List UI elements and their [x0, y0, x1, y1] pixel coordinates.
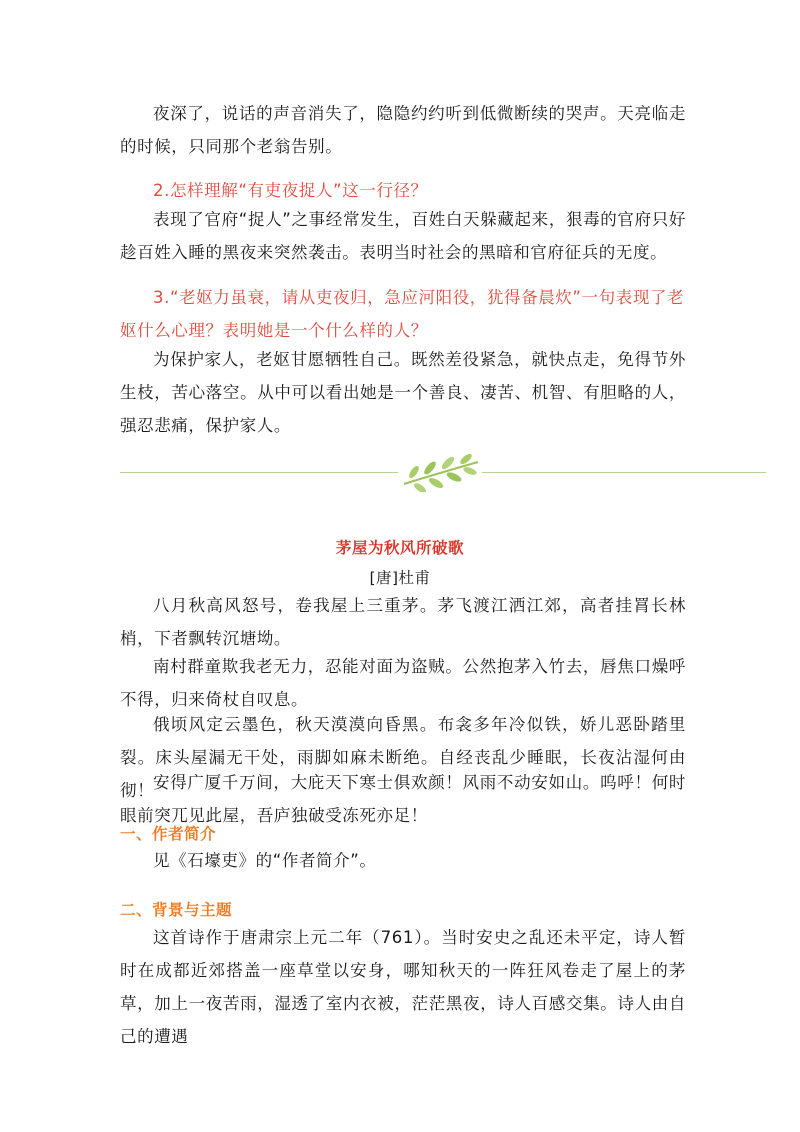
poem-author: [唐]杜甫 — [369, 569, 431, 587]
divider-line-left — [120, 472, 398, 473]
divider-line-right — [482, 472, 766, 473]
top-paragraph: 夜深了，说话的声音消失了，隐隐约约听到低微断续的哭声。天亮临走的时候，只同那个老翁告别。 — [120, 104, 686, 156]
question-3: 3.“老妪力虽衰，请从吏夜归，急应河阳役，犹得备晨炊”一句表现了老妪什么心理？表明她是一个什么样的人？ — [120, 288, 685, 340]
section-body-background: 这首诗作于唐肃宗上元二年（761）。当时安史之乱还未平定，诗人暂时在成都近郊搭盖一座草堂以安身，哪知秋天的一阵狂风卷走了屋上的茅草，加上一夜苦雨，湿透了室内衣被，茫茫黑夜，诗人百感交集。诗人由自己的遭遇 — [120, 928, 686, 1046]
poem-stanza-4: 安得广厦千万间，大庇天下寒士俱欢颜！风雨不动安如山。呜呼！何时眼前突兀见此屋，吾庐独破受冻死亦足！ — [120, 773, 686, 825]
leaf-branch-icon — [398, 450, 482, 492]
poem-stanza-1: 八月秋高风怒号，卷我屋上三重茅。茅飞渡江洒江郊，高者挂罥长林梢，下者飘转沉塘坳。 — [120, 596, 686, 648]
answer-2: 表现了官府“捉人”之事经常发生，百姓白天躲藏起来，狠毒的官府只好趁百姓入睡的黑夜来突然袭击。表明当时社会的黑暗和官府征兵的无度。 — [120, 210, 686, 262]
question-2: 2.怎样理解“有吏夜捉人”这一行径？ — [153, 181, 428, 200]
section-heading-author: 一、作者简介 — [120, 825, 217, 843]
poem-title: 茅屋为秋风所破歌 — [335, 539, 464, 557]
poem-stanza-2: 南村群童欺我老无力，忍能对面为盗贼。公然抱茅入竹去，唇焦口燥呼不得，归来倚杖自叹息。 — [120, 657, 686, 709]
answer-3: 为保护家人，老妪甘愿牺牲自己。既然差役紧急，就快点走，免得节外生枝，苦心落空。从中可以看出她是一个善良、凄苦、机智、有胆略的人，强忍悲痛，保护家人。 — [120, 350, 686, 435]
section-body-author: 见《石壕吏》的“作者简介”。 — [153, 851, 377, 870]
poem-stanza-3: 俄顷风定云墨色，秋天漠漠向昏黑。布衾多年冷似铁，娇儿恶卧踏里裂。床头屋漏无干处，雨脚如麻未断绝。自经丧乱少睡眠，长夜沾湿何由彻！ — [120, 715, 686, 800]
section-heading-background: 二、背景与主题 — [120, 901, 233, 919]
